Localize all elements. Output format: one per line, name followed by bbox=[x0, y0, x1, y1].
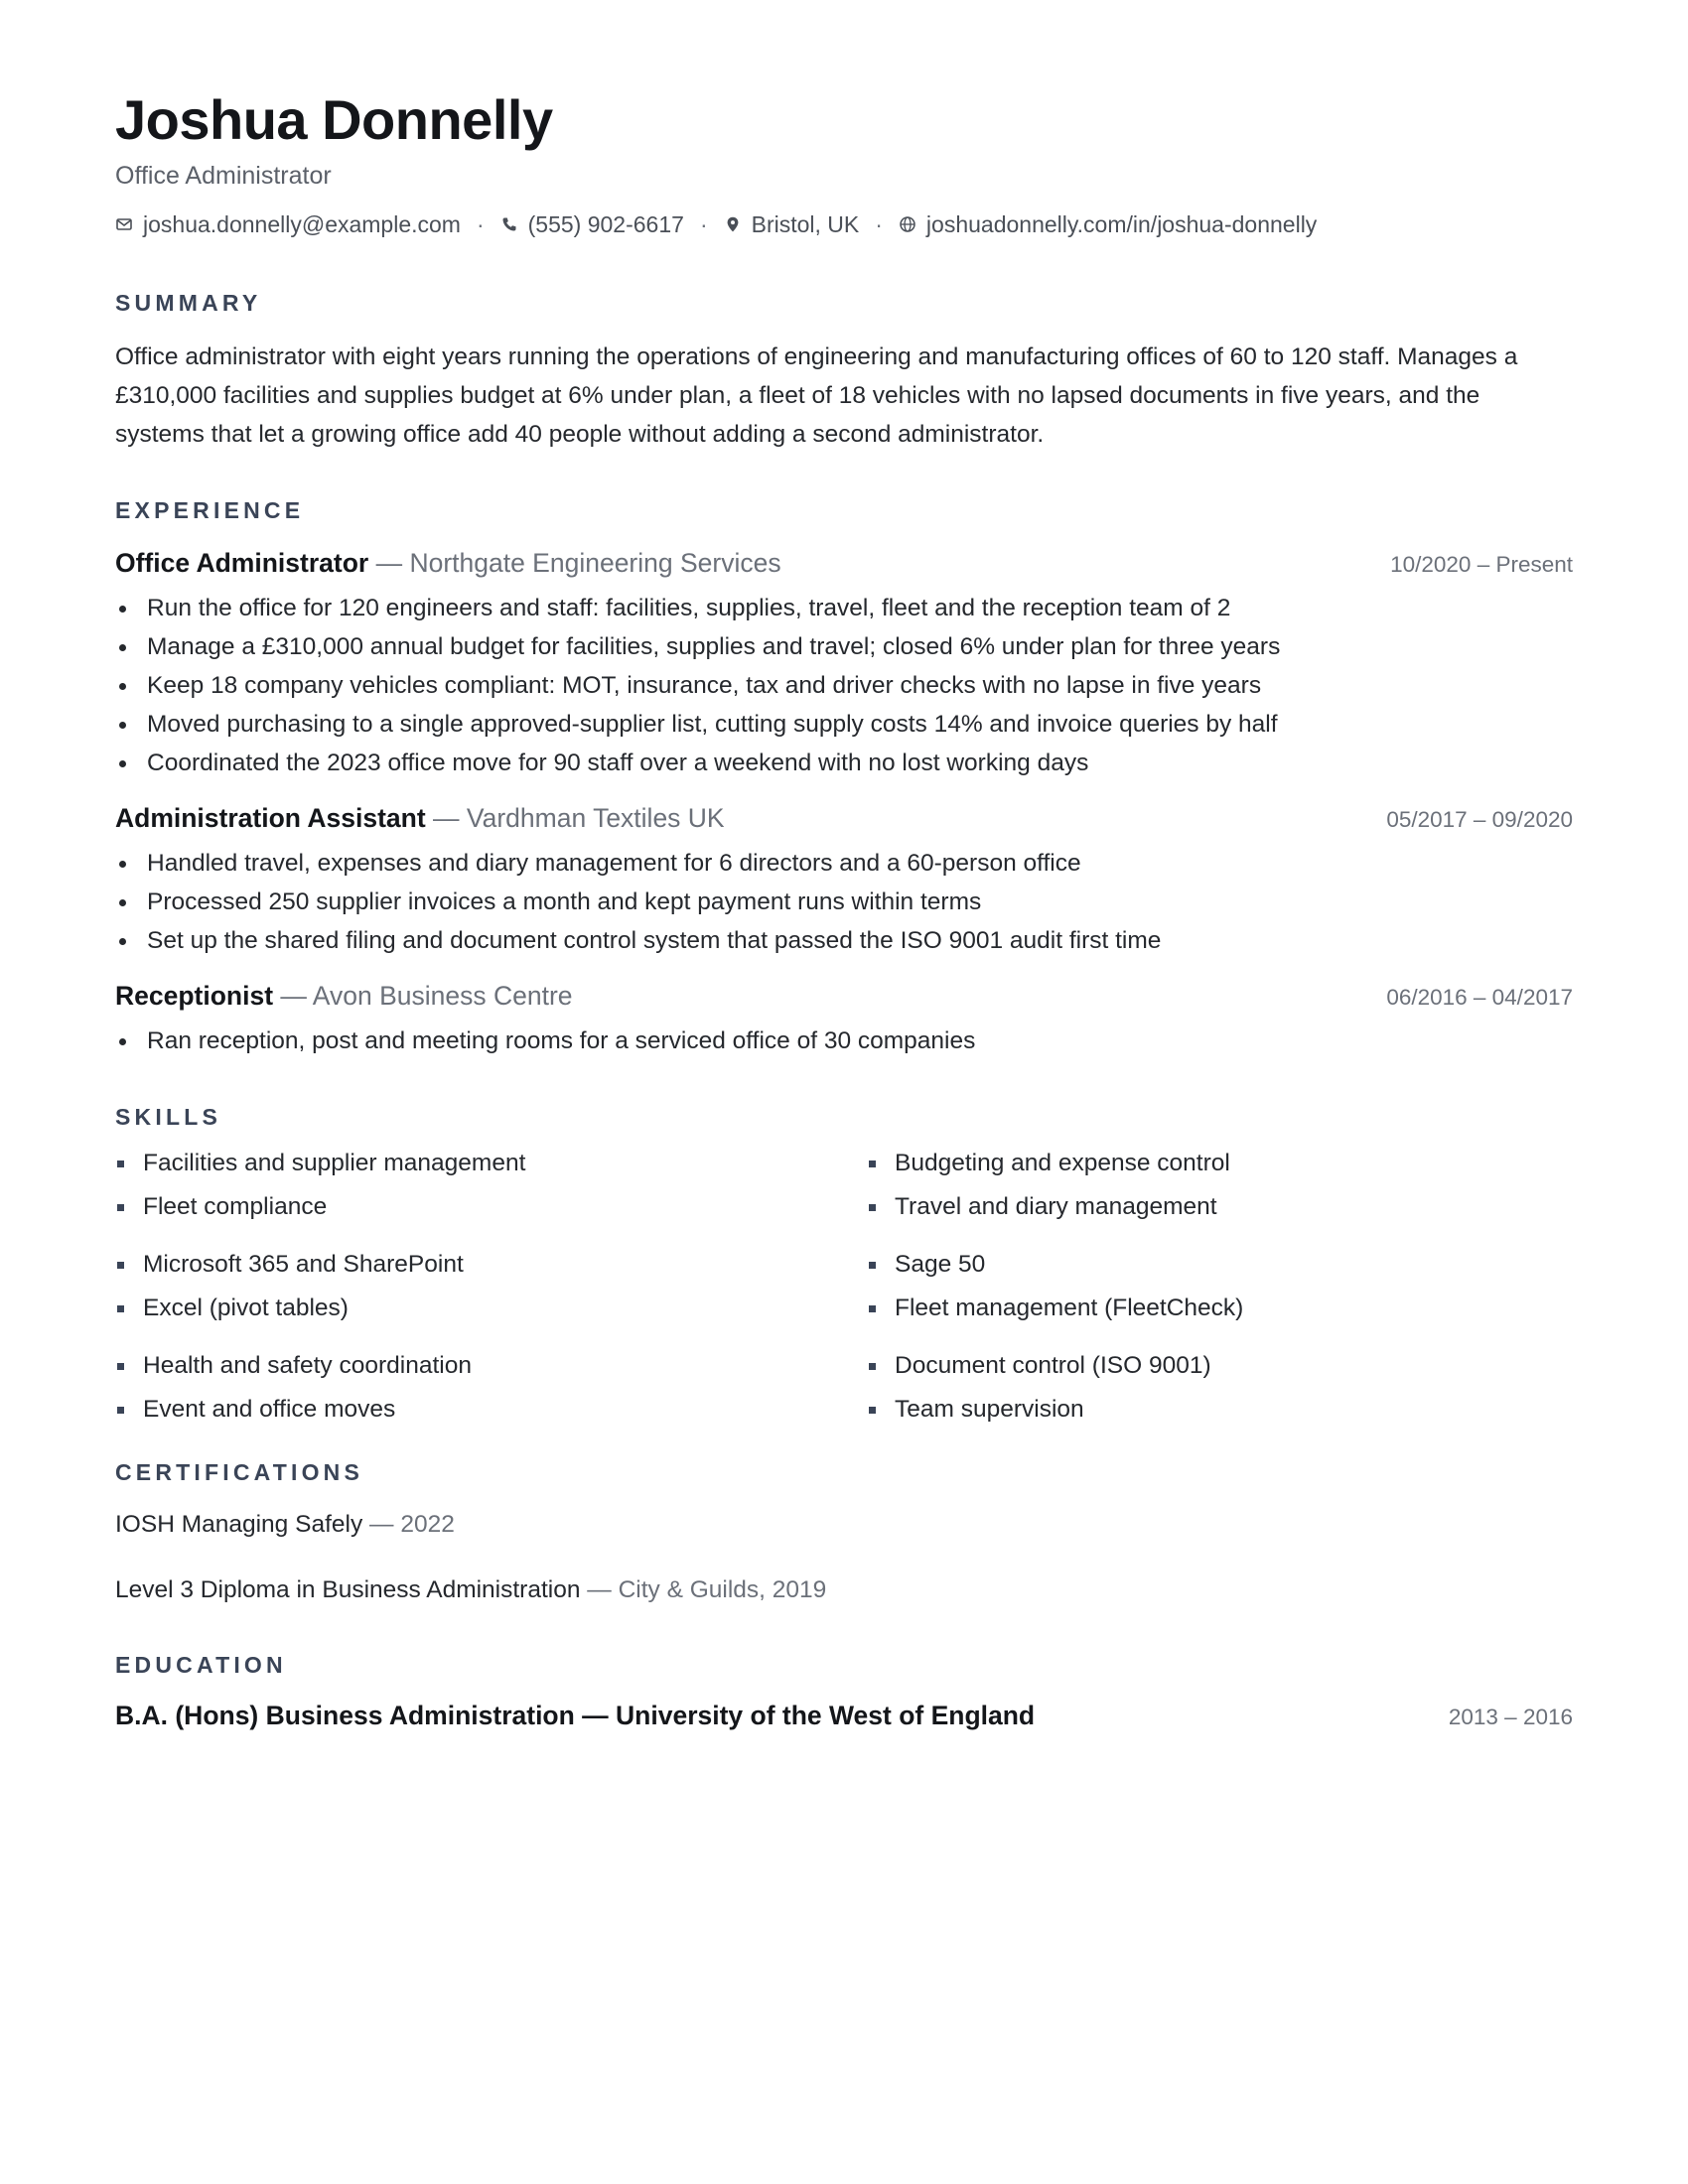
job-role: Receptionist bbox=[115, 981, 274, 1011]
contact-phone[interactable] bbox=[500, 208, 684, 240]
job-bullet: Moved purchasing to a single approved-supplier list, cutting supply costs 14% and invoice queries by half bbox=[115, 705, 1573, 744]
skill-item: Travel and diary management bbox=[867, 1189, 1573, 1225]
skill-item: Sage 50 bbox=[867, 1247, 1573, 1283]
certification-item bbox=[115, 1572, 1573, 1608]
job-entry bbox=[115, 545, 1573, 782]
job-title-line bbox=[115, 545, 781, 581]
phone-icon bbox=[500, 215, 518, 233]
candidate-name: Joshua Donnelly bbox=[115, 88, 553, 151]
job-bullet: Coordinated the 2023 office move for 90 staff over a weekend with no lost working days bbox=[115, 744, 1573, 782]
website-text: joshuadonnelly.com/in/joshua-donnelly bbox=[925, 211, 1318, 237]
certification-name: IOSH Managing Safely bbox=[115, 1511, 363, 1538]
skill-item: Excel (pivot tables) bbox=[115, 1291, 867, 1326]
skill-item: Fleet management (FleetCheck) bbox=[867, 1291, 1573, 1326]
job-company: — Vardhman Textiles UK bbox=[425, 803, 725, 833]
job-role: Office Administrator bbox=[115, 548, 369, 578]
job-header bbox=[115, 545, 1573, 583]
skill-group bbox=[115, 1348, 1573, 1428]
job-role: Administration Assistant bbox=[115, 803, 426, 833]
job-header bbox=[115, 978, 1573, 1016]
education-heading: EDUCATION bbox=[115, 1652, 287, 1678]
education-entry bbox=[115, 1698, 1573, 1735]
skills-grid bbox=[115, 1146, 1573, 1428]
job-bullet: Keep 18 company vehicles compliant: MOT, insurance, tax and driver checks with no lapse in five years bbox=[115, 666, 1573, 705]
certification-item bbox=[115, 1507, 1573, 1543]
skill-item: Team supervision bbox=[867, 1392, 1573, 1428]
job-bullet: Processed 250 supplier invoices a month and kept payment runs within terms bbox=[115, 883, 1573, 921]
skills-heading: SKILLS bbox=[115, 1104, 221, 1130]
job-bullets bbox=[115, 589, 1573, 782]
phone-text: (555) 902-6617 bbox=[527, 211, 684, 237]
job-title-line bbox=[115, 800, 725, 836]
contact-location bbox=[724, 208, 860, 240]
job-bullets bbox=[115, 844, 1573, 960]
job-dates: 10/2020 – Present bbox=[1390, 552, 1573, 577]
skill-item: Facilities and supplier management bbox=[115, 1146, 867, 1181]
skill-item: Event and office moves bbox=[115, 1392, 867, 1428]
contact-separator: · bbox=[476, 211, 485, 237]
skill-item: Health and safety coordination bbox=[115, 1348, 867, 1384]
job-bullets bbox=[115, 1022, 1573, 1060]
certification-detail: — 2022 bbox=[362, 1511, 455, 1538]
job-bullet: Manage a £310,000 annual budget for facilities, supplies and travel; closed 6% under plan for three years bbox=[115, 627, 1573, 666]
job-company: — Avon Business Centre bbox=[273, 981, 573, 1011]
summary-text: Office administrator with eight years running the operations of engineering and manufacturing offices of 60 to 120 staff. Manages a £310,000 facilities and supplies budget at 6% under plan, a fleet of 18 vehicles with no lapsed documents in five years, and the systems that let a growing office add 40 people without adding a second administrator. bbox=[115, 343, 1518, 448]
candidate-role: Office Administrator bbox=[115, 162, 332, 190]
job-bullet: Ran reception, post and meeting rooms for a serviced office of 30 companies bbox=[115, 1022, 1573, 1060]
job-entry bbox=[115, 800, 1573, 960]
certification-detail: — City & Guilds, 2019 bbox=[580, 1576, 827, 1603]
mail-icon bbox=[115, 215, 133, 233]
job-header bbox=[115, 800, 1573, 838]
contact-line bbox=[115, 208, 1573, 240]
job-bullet: Handled travel, expenses and diary management for 6 directors and a 60-person office bbox=[115, 844, 1573, 883]
job-title-line bbox=[115, 978, 573, 1014]
job-company: — Northgate Engineering Services bbox=[368, 548, 781, 578]
education-dates: 2013 – 2016 bbox=[1448, 1705, 1573, 1729]
job-dates: 05/2017 – 09/2020 bbox=[1386, 807, 1573, 832]
job-bullet: Set up the shared filing and document control system that passed the ISO 9001 audit first time bbox=[115, 921, 1573, 960]
skill-group bbox=[115, 1146, 1573, 1225]
skill-item: Microsoft 365 and SharePoint bbox=[115, 1247, 867, 1283]
email-text: joshua.donnelly@example.com bbox=[143, 211, 461, 237]
education-degree: B.A. (Hons) Business Administration — University of the West of England bbox=[115, 1701, 1036, 1730]
job-dates: 06/2016 – 04/2017 bbox=[1386, 985, 1573, 1010]
certification-name: Level 3 Diploma in Business Administration bbox=[115, 1576, 581, 1603]
skill-item: Budgeting and expense control bbox=[867, 1146, 1573, 1181]
experience-heading: EXPERIENCE bbox=[115, 497, 305, 523]
contact-website[interactable] bbox=[899, 208, 1317, 240]
location-pin-icon bbox=[724, 215, 742, 233]
skill-item: Document control (ISO 9001) bbox=[867, 1348, 1573, 1384]
certifications-heading: CERTIFICATIONS bbox=[115, 1459, 364, 1485]
contact-email[interactable] bbox=[115, 208, 461, 240]
location-text: Bristol, UK bbox=[751, 211, 860, 237]
summary-heading: SUMMARY bbox=[115, 290, 262, 316]
globe-icon bbox=[899, 215, 916, 233]
job-entry bbox=[115, 978, 1573, 1060]
contact-separator: · bbox=[875, 211, 883, 237]
contact-separator: · bbox=[699, 211, 708, 237]
skill-group bbox=[115, 1247, 1573, 1326]
job-bullet: Run the office for 120 engineers and staff: facilities, supplies, travel, fleet and the reception team of 2 bbox=[115, 589, 1573, 627]
skill-item: Fleet compliance bbox=[115, 1189, 867, 1225]
